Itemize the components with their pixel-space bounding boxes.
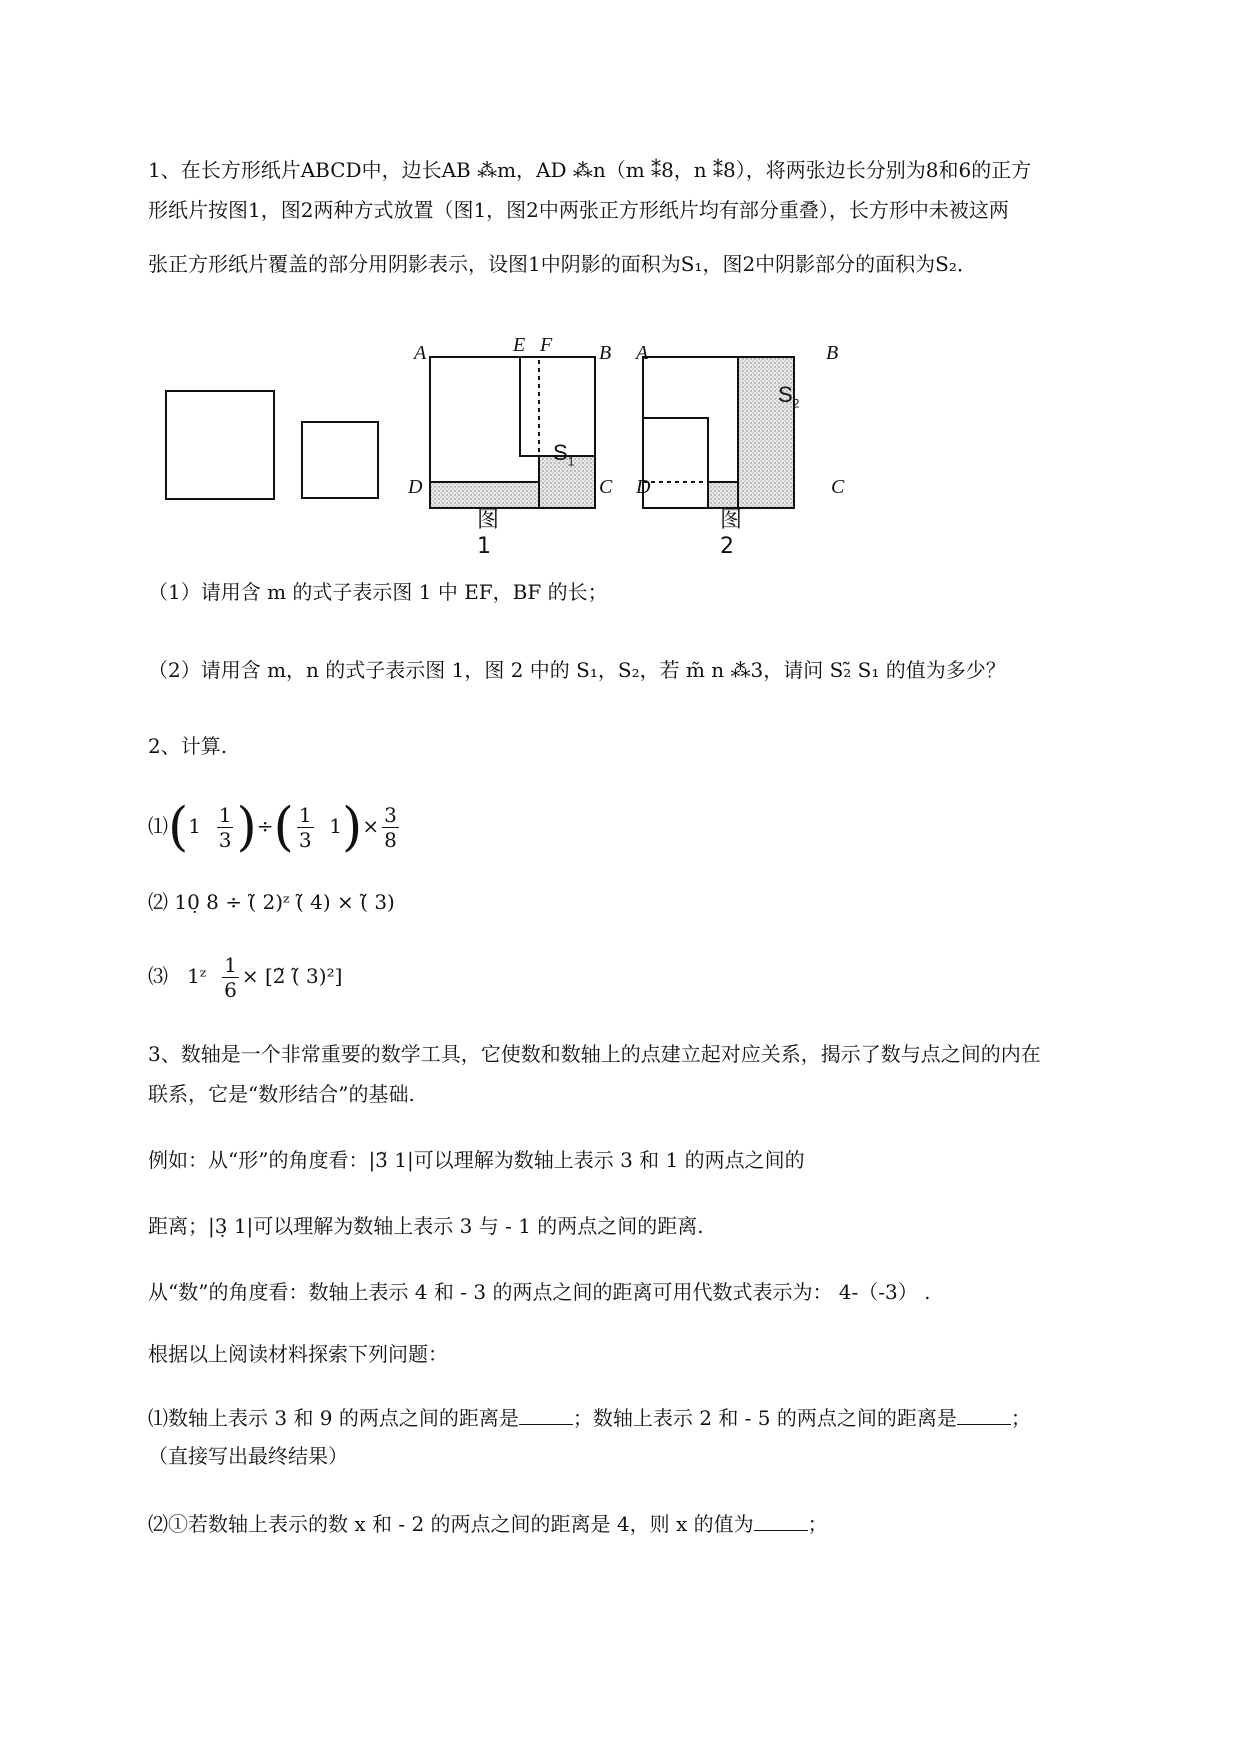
figure-2 [643,357,794,508]
fig1-caption: 图1 [477,508,500,559]
q1-line1: 1、在长方形纸片ABCD中，边长AB ⁂m，AD ⁂n（m ⁑8，n ⁑8），将两张边长分别为8和6的正方 [148,158,1032,182]
q2-p3-head: 1ᶻ [187,964,207,988]
q2-p1-frac-b: $\frac{1}{3}$ [218,803,232,852]
fig2-label-a: A [636,342,649,364]
q2-p3-tail: × [2̃ (̃ 3)²] [241,964,343,988]
q2-p1-d: 1 [329,814,343,838]
q2-p3-label: ⑶ [148,964,168,988]
fig1-label-e: E [513,334,526,356]
q3-l9b: ； [807,1512,828,1536]
q3-line4: 距离；|3̣ 1|可以理解为数轴上表示 3 与 - 1 的两点之间的距离. [148,1214,704,1238]
fig1-label-a: A [414,342,427,364]
q3-line5: 从“数”的角度看：数轴上表示 4 和 - 3 的两点之间的距离可用代数式表示为： 4-（-3） . [148,1280,931,1304]
figure-1 [430,357,595,508]
q3-line1: 3、数轴是一个非常重要的数学工具，它使数和数轴上的点建立起对应关系，揭示了数与点之间的内在 [148,1042,1041,1066]
q2-p1-a: 1 [188,814,202,838]
square-6 [302,422,378,498]
q1-sub1: （1）请用含 m 的式子表示图 1 中 EF，BF 的长； [148,580,608,604]
q2-part3 [148,946,342,1006]
q2-p1-frac-e: $\frac{3}{8}$ [384,803,397,852]
fig2-shade-right [738,357,794,508]
answer-blank-1[interactable] [519,1404,573,1425]
q3-line2: 联系，它是“数形结合”的基础. [148,1082,415,1106]
square-8 [166,391,274,499]
q2-p1-op1: ÷ [256,814,274,838]
answer-blank-3[interactable] [754,1510,808,1531]
fig1-label-d: D [408,476,423,498]
q1-sub2: （2）请用含 m，n 的式子表示图 1，图 2 中的 S₁，S₂，若 m̃ n ⁂3，请问 S₂̃ S₁ 的值为多少？ [148,658,1006,682]
fig1-label-c: C [599,476,613,498]
answer-blank-2[interactable] [957,1404,1011,1425]
q3-l7c: ； [1010,1406,1031,1430]
q2-p1-op2: × [362,814,380,838]
fig1-label-b: B [599,342,612,364]
q3-l9a: ⑵①若数轴上表示的数 x 和 - 2 的两点之间的距离是 4，则 x 的值为 [148,1512,754,1536]
q3-line9 [148,1510,828,1538]
q1-figures [150,330,870,540]
q2-part1: ⑴(1 $\frac{1}{3}$ )÷( $\frac{1}{3}$ 1)× $\frac{3}{8}$ [148,797,397,858]
fig2-square-6 [643,418,708,508]
q1-line3: 张正方形纸片覆盖的部分用阴影表示，设图1中阴影的面积为S₁，图2中阴影部分的面积为S₂． [148,252,977,276]
q2-title: 2、计算. [148,734,228,758]
fig1-label-s1: $S_1$ [553,440,575,469]
q3-line7 [148,1404,1031,1432]
q3-line8: （直接写出最终结果） [148,1444,348,1468]
fig1-label-f: F [540,334,553,356]
q3-line6: 根据以上阅读材料探索下列问题： [148,1342,448,1366]
q3-line3: 例如：从“形”的角度看：|3̃ 1|可以理解为数轴上表示 3 和 1 的两点之间的 [148,1148,805,1172]
fig2-label-d: D [636,476,651,498]
fig1-square-8 [430,357,539,482]
q3-l7b: ；数轴上表示 2 和 - 5 的两点之间的距离是 [572,1406,957,1430]
fig2-caption: 图2 [720,508,743,559]
q2-part2: ⑵ 10̣ 8 ÷ (̃ 2)ᶻ (̃ 4) × (̃ 3) [148,890,395,914]
fig2-label-c: C [831,476,845,498]
q2-p1-frac-c: $\frac{1}{3}$ [298,803,312,852]
fig2-label-s2: $S_2$ [778,382,800,411]
fig2-label-b: B [826,342,839,364]
q3-l7a: ⑴数轴上表示 3 和 9 的两点之间的距离是 [148,1406,519,1430]
q1-line2: 形纸片按图1，图2两种方式放置（图1，图2中两张正方形纸片均有部分重叠），长方形中未被这两 [148,198,1009,222]
q2-p1-label: ⑴ [148,814,168,838]
q2-p3-frac-f: $\frac{1}{6}$ [224,953,237,1002]
